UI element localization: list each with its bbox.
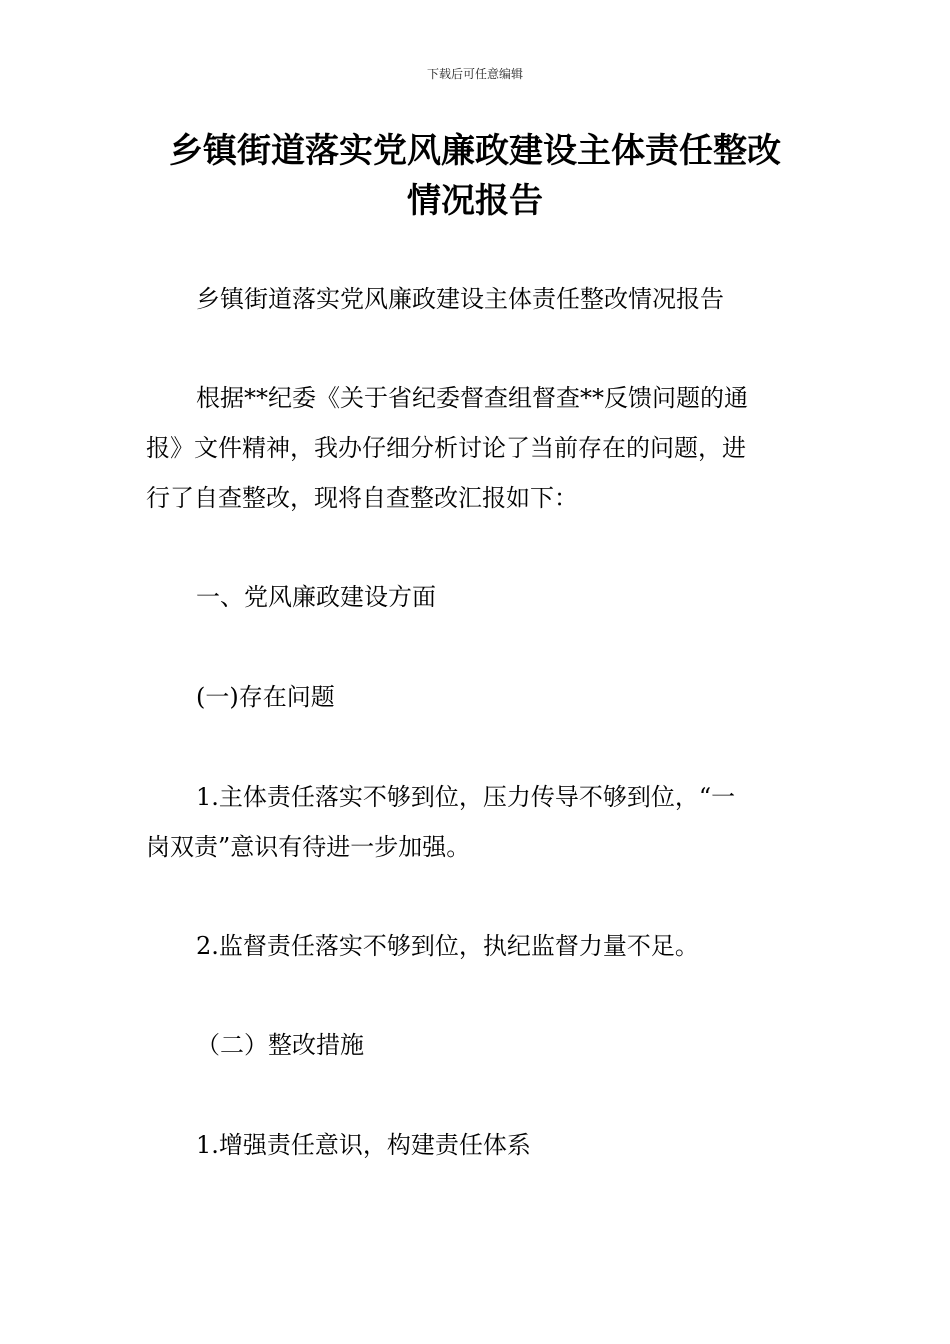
paragraph-subtitle — [146, 274, 808, 324]
paragraph-line: 1.增强责任意识，构建责任体系 — [196, 1131, 531, 1159]
paragraph-line: 岗双责”意识有待进一步加强。 — [146, 833, 471, 861]
title-line-1: 乡镇街道落实党风廉政建设主体责任整改 — [169, 131, 781, 171]
subsection-heading-problems — [146, 672, 808, 722]
paragraph-line: （二）整改措施 — [196, 1031, 364, 1059]
paragraph-line: 行了自查整改，现将自查整改汇报如下： — [146, 484, 578, 512]
paragraph-line: 1.主体责任落实不够到位，压力传导不够到位，“一 — [196, 783, 736, 811]
paragraph-line: 乡镇街道落实党风廉政建设主体责任整改情况报告 — [196, 285, 724, 313]
document-title — [145, 126, 805, 226]
section-heading — [146, 572, 808, 622]
subsection-heading-measures — [146, 1020, 808, 1070]
header-note: 下载后可任意编辑 — [426, 67, 523, 81]
paragraph-line: 2.监督责任落实不够到位，执纪监督力量不足。 — [196, 932, 699, 960]
title-line-2: 情况报告 — [407, 181, 543, 221]
paragraph-line: 报》文件精神，我办仔细分析讨论了当前存在的问题，进 — [146, 434, 746, 462]
paragraph-line: 一、党风廉政建设方面 — [196, 583, 436, 611]
paragraph-line: 根据**纪委《关于省纪委督查组督查**反馈问题的通 — [196, 384, 748, 412]
paragraph-line: (一)存在问题 — [196, 683, 335, 711]
paragraph-intro — [146, 373, 808, 523]
measure-item-1 — [146, 1120, 808, 1170]
problem-item-1 — [146, 772, 808, 872]
problem-item-2 — [146, 921, 808, 971]
